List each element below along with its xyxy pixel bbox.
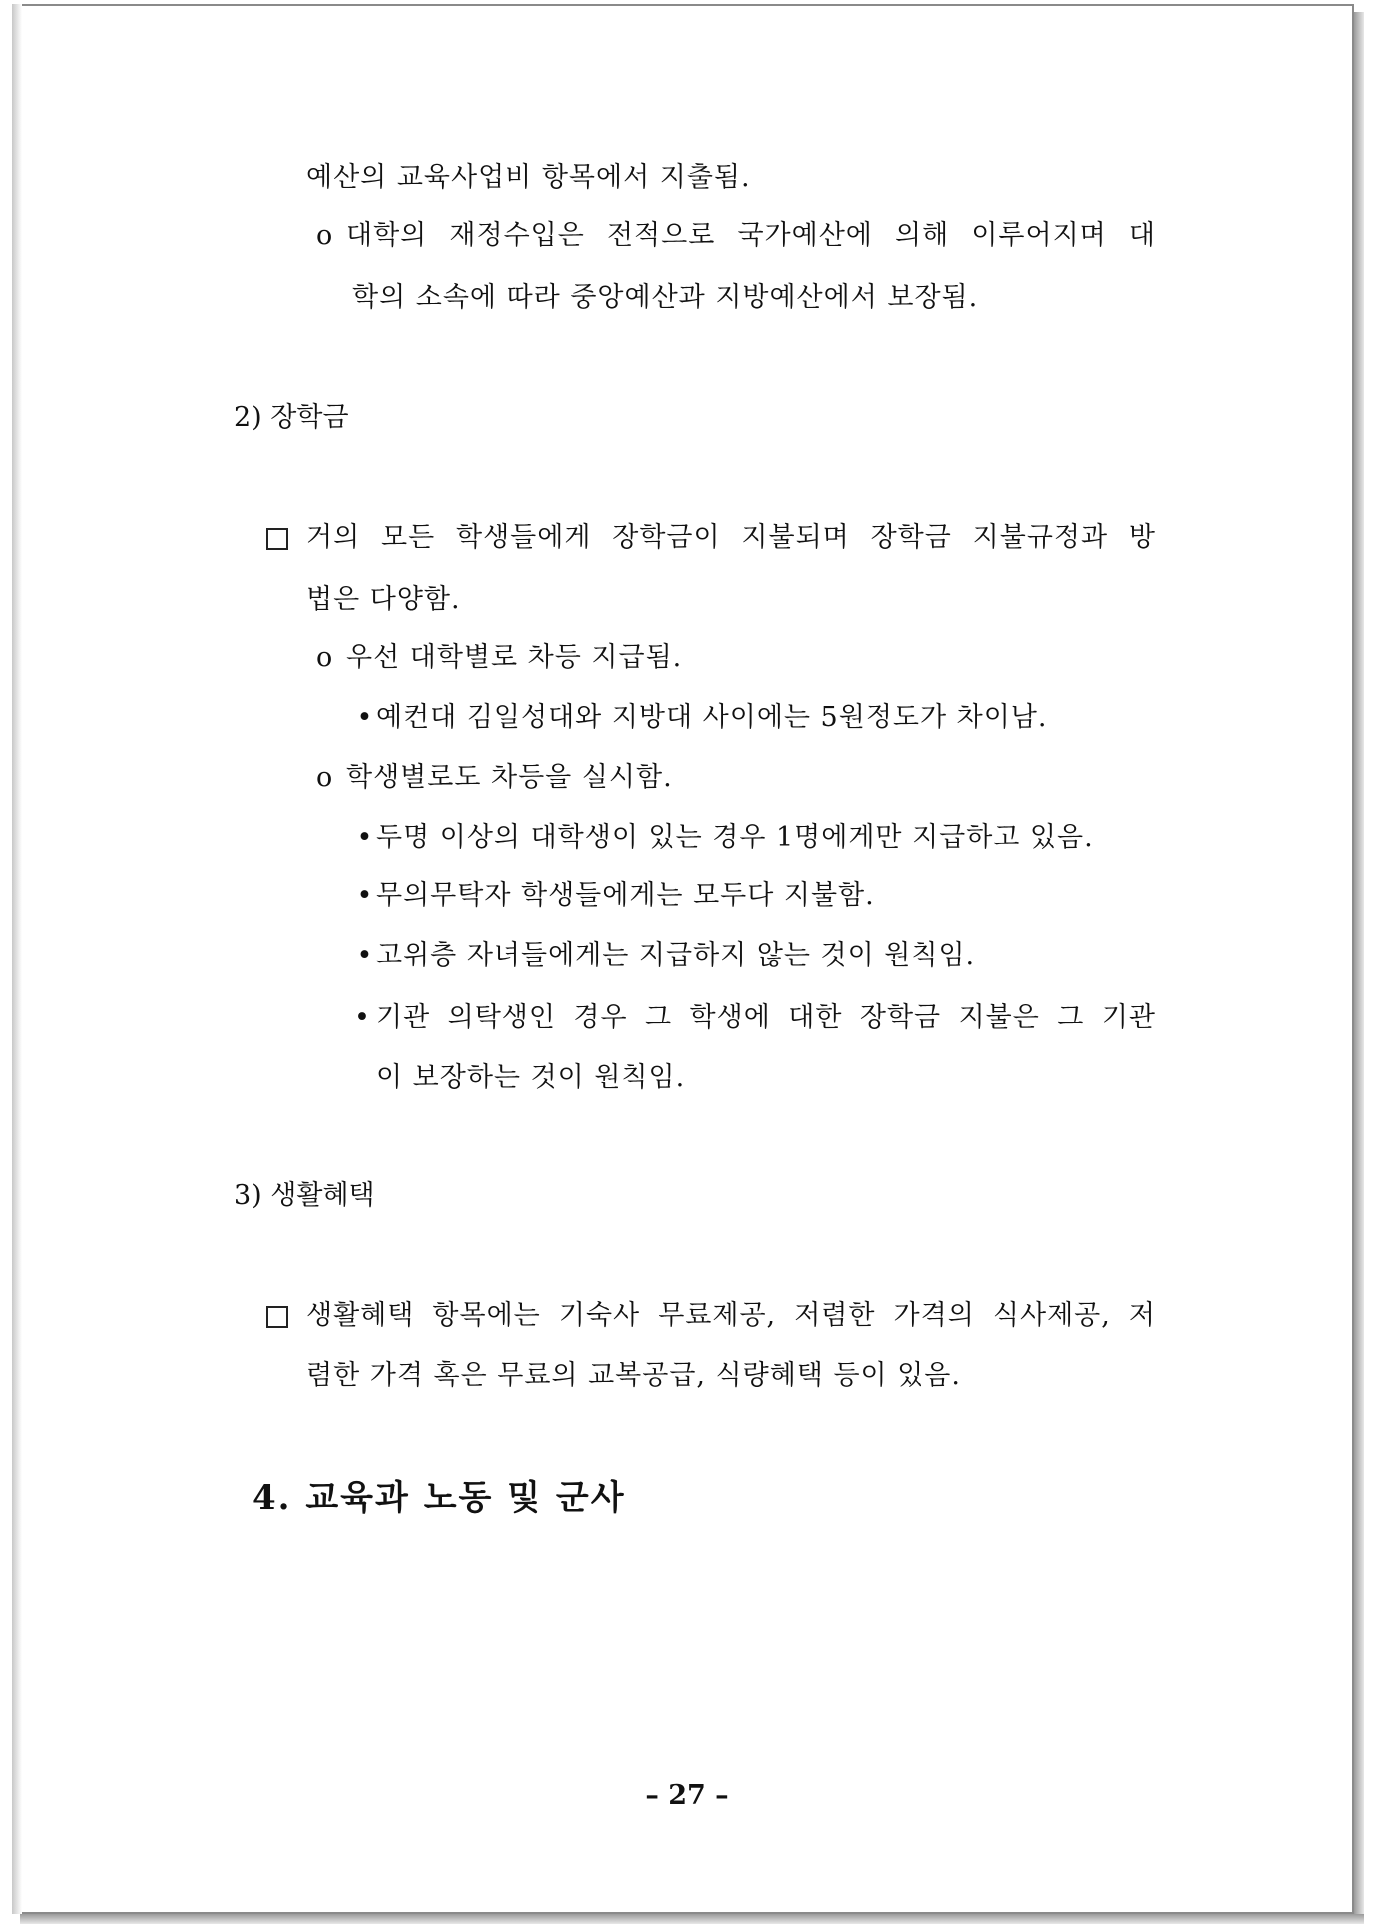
bullet-marker: o [316, 642, 334, 673]
page-shadow-bottom [20, 1914, 1364, 1924]
bullet-marker: o [316, 762, 334, 793]
page-shadow-right [1354, 12, 1364, 1920]
text-line: 예산의 교육사업비 항목에서 지출됨. [306, 162, 751, 193]
page-number: – 27 – [645, 1780, 729, 1811]
text-line: 법은 다양함. [306, 584, 461, 615]
bullet-item [316, 218, 1156, 254]
bullet-marker: o [316, 220, 334, 251]
subheading-living-benefits: 3) 생활혜택 [234, 1180, 375, 1211]
bullet-item [316, 760, 673, 796]
text-line: 학의 소속에 따라 중앙예산과 지방예산에서 보장됨. [352, 282, 979, 313]
bullet-marker: • [356, 822, 374, 853]
checkbox-square-icon [266, 1306, 288, 1328]
subheading-scholarship: 2) 장학금 [234, 402, 349, 433]
page-spine [12, 4, 22, 1914]
bullet-marker: • [356, 940, 374, 971]
bullet-item [354, 1000, 1156, 1036]
bullet-item [354, 938, 975, 974]
bullet-text: 학생별로도 차등을 실시함. [346, 762, 673, 793]
bullet-marker: • [356, 880, 374, 911]
bullet-text: 무의무탁자 학생들에게는 모두다 지불함. [376, 880, 875, 911]
bullet-marker: • [356, 702, 374, 733]
bullet-item [354, 878, 875, 914]
box-item-text: 생활혜택 항목에는 기숙사 무료제공, 저렴한 가격의 식사제공, 저 [306, 1300, 1156, 1331]
bullet-marker: • [354, 1002, 371, 1033]
bullet-text: 고위층 자녀들에게는 지급하지 않는 것이 원칙임. [376, 940, 976, 971]
box-item-text: 거의 모든 학생들에게 장학금이 지불되며 장학금 지불규정과 방 [306, 522, 1156, 553]
text-line: 렴한 가격 혹은 무료의 교복공급, 식량혜택 등이 있음. [306, 1360, 961, 1391]
bullet-item [316, 640, 682, 676]
bullet-text: 우선 대학별로 차등 지급됨. [346, 642, 683, 673]
bullet-text: 예컨대 김일성대와 지방대 사이에는 5원정도가 차이남. [376, 702, 1048, 733]
section-title: 4. 교육과 노동 및 군사 [252, 1478, 626, 1518]
bullet-text: 두명 이상의 대학생이 있는 경우 1명에게만 지급하고 있음. [376, 822, 1094, 853]
text-line: 이 보장하는 것이 원칙임. [376, 1062, 686, 1093]
bullet-text: 기관 의탁생인 경우 그 학생에 대한 장학금 지불은 그 기관 [376, 1002, 1156, 1033]
bullet-text: 대학의 재정수입은 전적으로 국가예산에 의해 이루어지며 대 [346, 220, 1156, 251]
bullet-item [354, 820, 1094, 856]
checkbox-square-icon [266, 528, 288, 550]
bullet-item [354, 700, 1047, 736]
